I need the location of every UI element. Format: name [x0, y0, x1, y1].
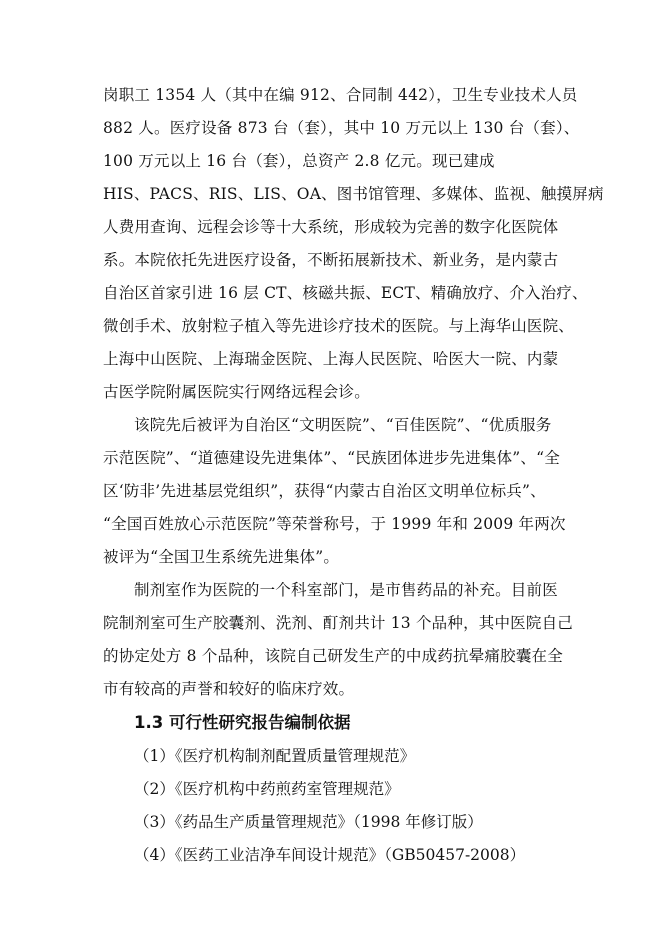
reference-item: （2）《医疗机构中药煎药室管理规范》 — [134, 780, 400, 798]
section-heading: 1.3 可行性研究报告编制依据 — [134, 713, 351, 732]
text-line: HIS、PACS、RIS、LIS、OA、图书馆管理、多媒体、监视、触摸屏病 — [103, 185, 604, 203]
text-line: “全国百姓放心示范医院”等荣誉称号，于 1999 年和 2009 年两次 — [103, 515, 566, 533]
text-line: 院制剂室可生产胶囊剂、洗剂、酊剂共计 13 个品种，其中医院自己 — [103, 614, 573, 632]
text-line: 制剂室作为医院的一个科室部门，是市售药品的补充。目前医 — [134, 581, 558, 599]
reference-item: （3）《药品生产质量管理规范》（1998 年修订版） — [134, 813, 483, 831]
text-line: 被评为“全国卫生系统先进集体”。 — [103, 548, 340, 566]
text-line: 示范医院”、“道德建设先进集体”、“民族团体进步先进集体”、“全 — [103, 449, 560, 467]
text-line: 上海中山医院、上海瑞金医院、上海人民医院、哈医大一院、内蒙 — [103, 350, 559, 368]
text-line: 882 人。医疗设备 873 台（套），其中 10 万元以上 130 台（套）、 — [103, 119, 580, 137]
reference-item: （1）《医疗机构制剂配置质量管理规范》 — [134, 747, 416, 765]
text-line: 古医学院附属医院实行网络远程会诊。 — [103, 383, 370, 401]
text-line: 100 万元以上 16 台（套），总资产 2.8 亿元。现已建成 — [103, 152, 495, 170]
text-line: 该院先后被评为自治区“文明医院”、“百佳医院”、“优质服务 — [134, 416, 552, 434]
text-line: 市有较高的声誉和较好的临床疗效。 — [103, 680, 355, 698]
text-line: 区‘防非’先进基层党组织”，获得“内蒙古自治区文明单位标兵”、 — [103, 482, 546, 500]
text-line: 岗职工 1354 人（其中在编 912、合同制 442），卫生专业技术人员 — [103, 86, 578, 104]
text-line: 系。本院依托先进医疗设备，不断拓展新技术、新业务，是内蒙古 — [103, 251, 559, 269]
text-line: 的协定处方 8 个品种，该院自己研发生产的中成药抗晕痛胶囊在全 — [103, 647, 563, 665]
text-line: 微创手术、放射粒子植入等先进诊疗技术的医院。与上海华山医院、 — [103, 317, 575, 335]
text-line: 人费用查询、远程会诊等十大系统，形成较为完善的数字化医院体 — [103, 218, 559, 236]
text-line: 自治区首家引进 16 层 CT、核磁共振、ECT、精确放疗、介入治疗、 — [103, 284, 588, 302]
reference-item: （4）《医药工业洁净车间设计规范》（GB50457-2008） — [134, 846, 526, 864]
